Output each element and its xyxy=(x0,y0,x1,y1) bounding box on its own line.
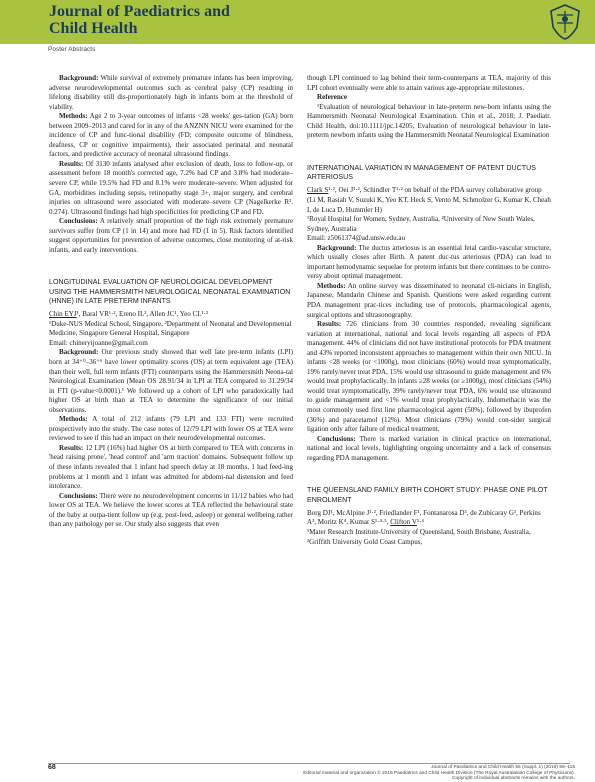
abstract1-conclusions: Conclusions: A relatively small proportion of the high risk extremely premature survivors suffer from CP (1 in 14) and more had FD (1 in 5). Risk factors identified suggest opportunities for prevention of adverse outcomes, close monitoring of at-risk infants, and early interventions. xyxy=(49,217,293,254)
abstract2-continued: though LPI continued to lag behind their term-counterparts at TEA, majority of this LPI cohort eventually were able to attain various age-appropriate milestones. xyxy=(307,74,551,92)
right-column xyxy=(307,74,551,547)
left-column xyxy=(49,74,293,530)
journal-header-bar xyxy=(0,0,595,44)
abstract4-presenter: Clifton V xyxy=(390,518,417,527)
abstract3-background: Background: The ductus arteriosus is an essential fetal cardio-vascular structure, which usually closes after Birth. A patent duc-tus arteriosus (PDA) can lead to important hemodynamic sequelae for preterm infants but there continues to be contro-versy about optimal management. xyxy=(307,243,551,281)
journal-title-line1: Journal of Paediatrics and xyxy=(49,3,230,20)
footer-citation: Journal of Paediatrics and Child Health 55 (Suppl. 1) (2019) 56–115 xyxy=(431,765,575,770)
footer-rights: Copyright of individual abstracts remains with the authors. xyxy=(452,776,575,782)
journal-title xyxy=(49,3,230,37)
abstract2-title: LONGITUDINAL EVALUATION OF NEUROLOGICAL DEVELOPMENT USING THE HAMMERSMITH NEUROLOGICAL NEONATAL EXAMINATION (HNNE) IN LATE PRETERM INFANTS xyxy=(49,278,291,305)
abstract3-conclusions: Conclusions: There is marked variation in clinical practice on international, national and local levels, highlighting ongoing uncertainty and a lack of consensus regarding PDA management. xyxy=(307,434,551,462)
abstract1-results: Results: Of 3130 infants analysed after exclusion of death, loss to follow-up, or assessment before 18 month's corrected age, 7.2% had CP and 3.8% had moderate–severe CP, while 19.5% had FD and 8.1% were moderate–severe. When adjusted for GA, morbidities including sepsis, retinopathy stage 3+, major surgery, and cerebral injuries on ultrasound were associated with moderate–severe CP (Nagelkerke R². 0.274). Ultrasound findings had high specificities for predicting CP and FD. xyxy=(49,159,294,216)
reference-heading: Reference xyxy=(317,93,347,102)
abstract2-presenter: Chin EYJ xyxy=(49,310,77,319)
abstract1-background: Background: While survival of extremely premature infants has been improving, adverse neurodevelopmental outcomes such as cerebral palsy (CP) resulting in lifelong disability still dis-proportionately high in infants born at the threshold of viability. xyxy=(49,74,294,111)
abstract2-results: Results: 12 LPI (16%) had higher OS at birth compared to TEA with concerns in 'head raising prone', 'head control' and 'arm traction' domains. Subsequent follow up of these infants revealed that 1 infant had speech delay at 18 months, 1 had feed-ing problems at 1 month and 1 infant was admitted for abdomi-nal distension and feed intolerance. xyxy=(49,443,293,491)
abstract3-affiliations: ¹Royal Hospital for Women, Sydney, Australia, ²University of New South Wales, Sydney, Australia xyxy=(307,215,535,233)
page-number: 68 xyxy=(48,764,56,771)
footer-divider xyxy=(48,763,570,764)
abstract2-conclusions: Conclusions: There were no neurodevelopment concerns in 11/12 babies who had lower OS at TEA. We believe the lower scores at TEA reflected the behavioural state of the baby at outpa-tient follow up (e.g. post-feed, asleep) or general wellbeing rather than any pathology per se. Our study also suggests that even xyxy=(49,491,294,529)
crest-logo-icon xyxy=(545,3,585,41)
section-label: Poster Abstracts xyxy=(48,46,96,53)
abstract4-affiliations: ¹Mater Research Institute-University of Queensland, South Brisbane, Australia, ²Griffith University Gold Coast Campus, xyxy=(307,527,531,546)
abstract2-background: Background: Our previous study showed that well late pre-term infants (LPI) born at 34⁺⁰–36⁺⁶ have lower optimality scores (OS) at term equivalent age (TEA) than their well, full term infants (FTI) counterparts using the Hammersmith Neona-tal Neurological Examination (Mean OS 28.91/34 in LPI at TEA compared to 31.29/34 in FTI (p-value<0.0001).¹ We followed up a cohort of LPI who paradoxically had higher OS at birth than at TEA to determine the significance of our initial observations. xyxy=(49,348,293,414)
footer-copyright: Editorial material and organization © 2019 Paediatrics and Child Health Division (The Royal Australasian College of Physicians). xyxy=(303,770,575,776)
abstract4-title: THE QUEENSLAND FAMILY BIRTH COHORT STUDY: PHASE ONE PILOT ENROLMENT xyxy=(307,486,548,504)
page-footer xyxy=(245,765,575,782)
abstract3-presenter: Clark S xyxy=(307,186,329,195)
abstract3-results: Results: 726 clinicians from 30 countries responded, revealing significant variation at international, national and local levels regarding all aspects of PDA management. 44% of clinicians did not have institutional protocols for PDA treatment and 43% reported inconsistent approaches to management within their own NICU. In infants <28 weeks (or <1000g), most clinicians (60%) would treat symptomatically, 19% rarely/never treat PDA, 15% would use ultrasound to guide management and 6% would treat prophylactically. In infants ≥28 weeks (or ≥1000g), most clinicians (54%) would treat symptomatically, 39% rarely/never treat PDA, 6% would use ultrasound to guide management and <1% would treat prophylactically. Indomethacin was the most commonly used first line pharmacological agent (50%), followed by ibuprofen (36%) and paracetamol (12%). Most clinicians (79%) would con-sider surgical ligation only after failure of medical treatment. xyxy=(307,320,551,434)
abstract2-email: Email: chineryijoanne@gmail.com xyxy=(49,338,148,347)
abstract2-authors: Chin EYJ¹, Baral VR¹·², Ereno IL², Allen JC¹, Yeo CL¹·² xyxy=(49,310,209,319)
abstract4-authors: Borg DJ¹, McAlpine J¹·², Friedlander F¹, Fontanarosa D³, de Zubicaray G³, Perkins A³, Moritz K⁴, Kumar S¹·⁴·⁵, Clifton V¹·⁴ xyxy=(307,508,541,527)
journal-title-line2: Child Health xyxy=(49,20,138,37)
abstract3-methods: Methods: An online survey was disseminated to neonatal cli-nicians in English, Japanese, Mandarin Chinese and Spanish. Questions were asked regarding current PDA management prac-tices including use of protocols, pharmacological agents, surgical options and ultrasonography. xyxy=(307,281,551,319)
reference-entry: ¹Evaluation of neurological behaviour in late-preterm new-born infants using the Hammersmith Neonatal Neurological Examination. Chin et al., 2018; J. Paediatr. Child Health, doi:10.1111/jpc.14205, Evaluation of neurological behaviour in late-preterm newborn infants using the Hammersmith Neonatal Neurological Examination xyxy=(307,102,551,140)
abstract2-methods: Methods: A total of 212 infants (79 LPI and 133 FTI) were recruited prospectively into the study. The case notes of 12/79 LPI with lower OS at TEA were reviewed to see if this had an impact on their neurodevelopmental outcomes. xyxy=(49,415,293,443)
abstract3-email: Email: z5061374@ad.unsw.edu.au xyxy=(307,234,406,243)
abstract3-authors: Clark S¹·², Oei J¹·², Schindler T¹·² on behalf of the PDA survey collaborative group (Li M, Rasiah V, Suzuki K, Yeo KT, Heck S, Vento M, Schmolzer G, Kumar K, Cheah I, de Luca D, Hummler H) xyxy=(307,186,551,214)
abstract2-affiliations: ¹Duke-NUS Medical School, Singapore, ²Department of Neonatal and Developmental Medicine, Singapore General Hospital, Singapore xyxy=(49,319,292,338)
abstract3-title: INTERNATIONAL VARIATION IN MANAGEMENT OF PATENT DUCTUS ARTERIOSUS xyxy=(307,163,536,182)
abstract1-methods: Methods: Age 2 to 3-year outcomes of infants <28 weeks' ges-tation (GA) born between 2009–2013 and cared for in any of the ANZNN NICU were examined for the incidence of CP and func-tional disability (FD; composite outcome of blindness, deafness, CP or cognitive impairments), their associated perinatal and neonatal factors, and predictive accuracy of neonatal ultrasound findings. xyxy=(49,112,294,159)
